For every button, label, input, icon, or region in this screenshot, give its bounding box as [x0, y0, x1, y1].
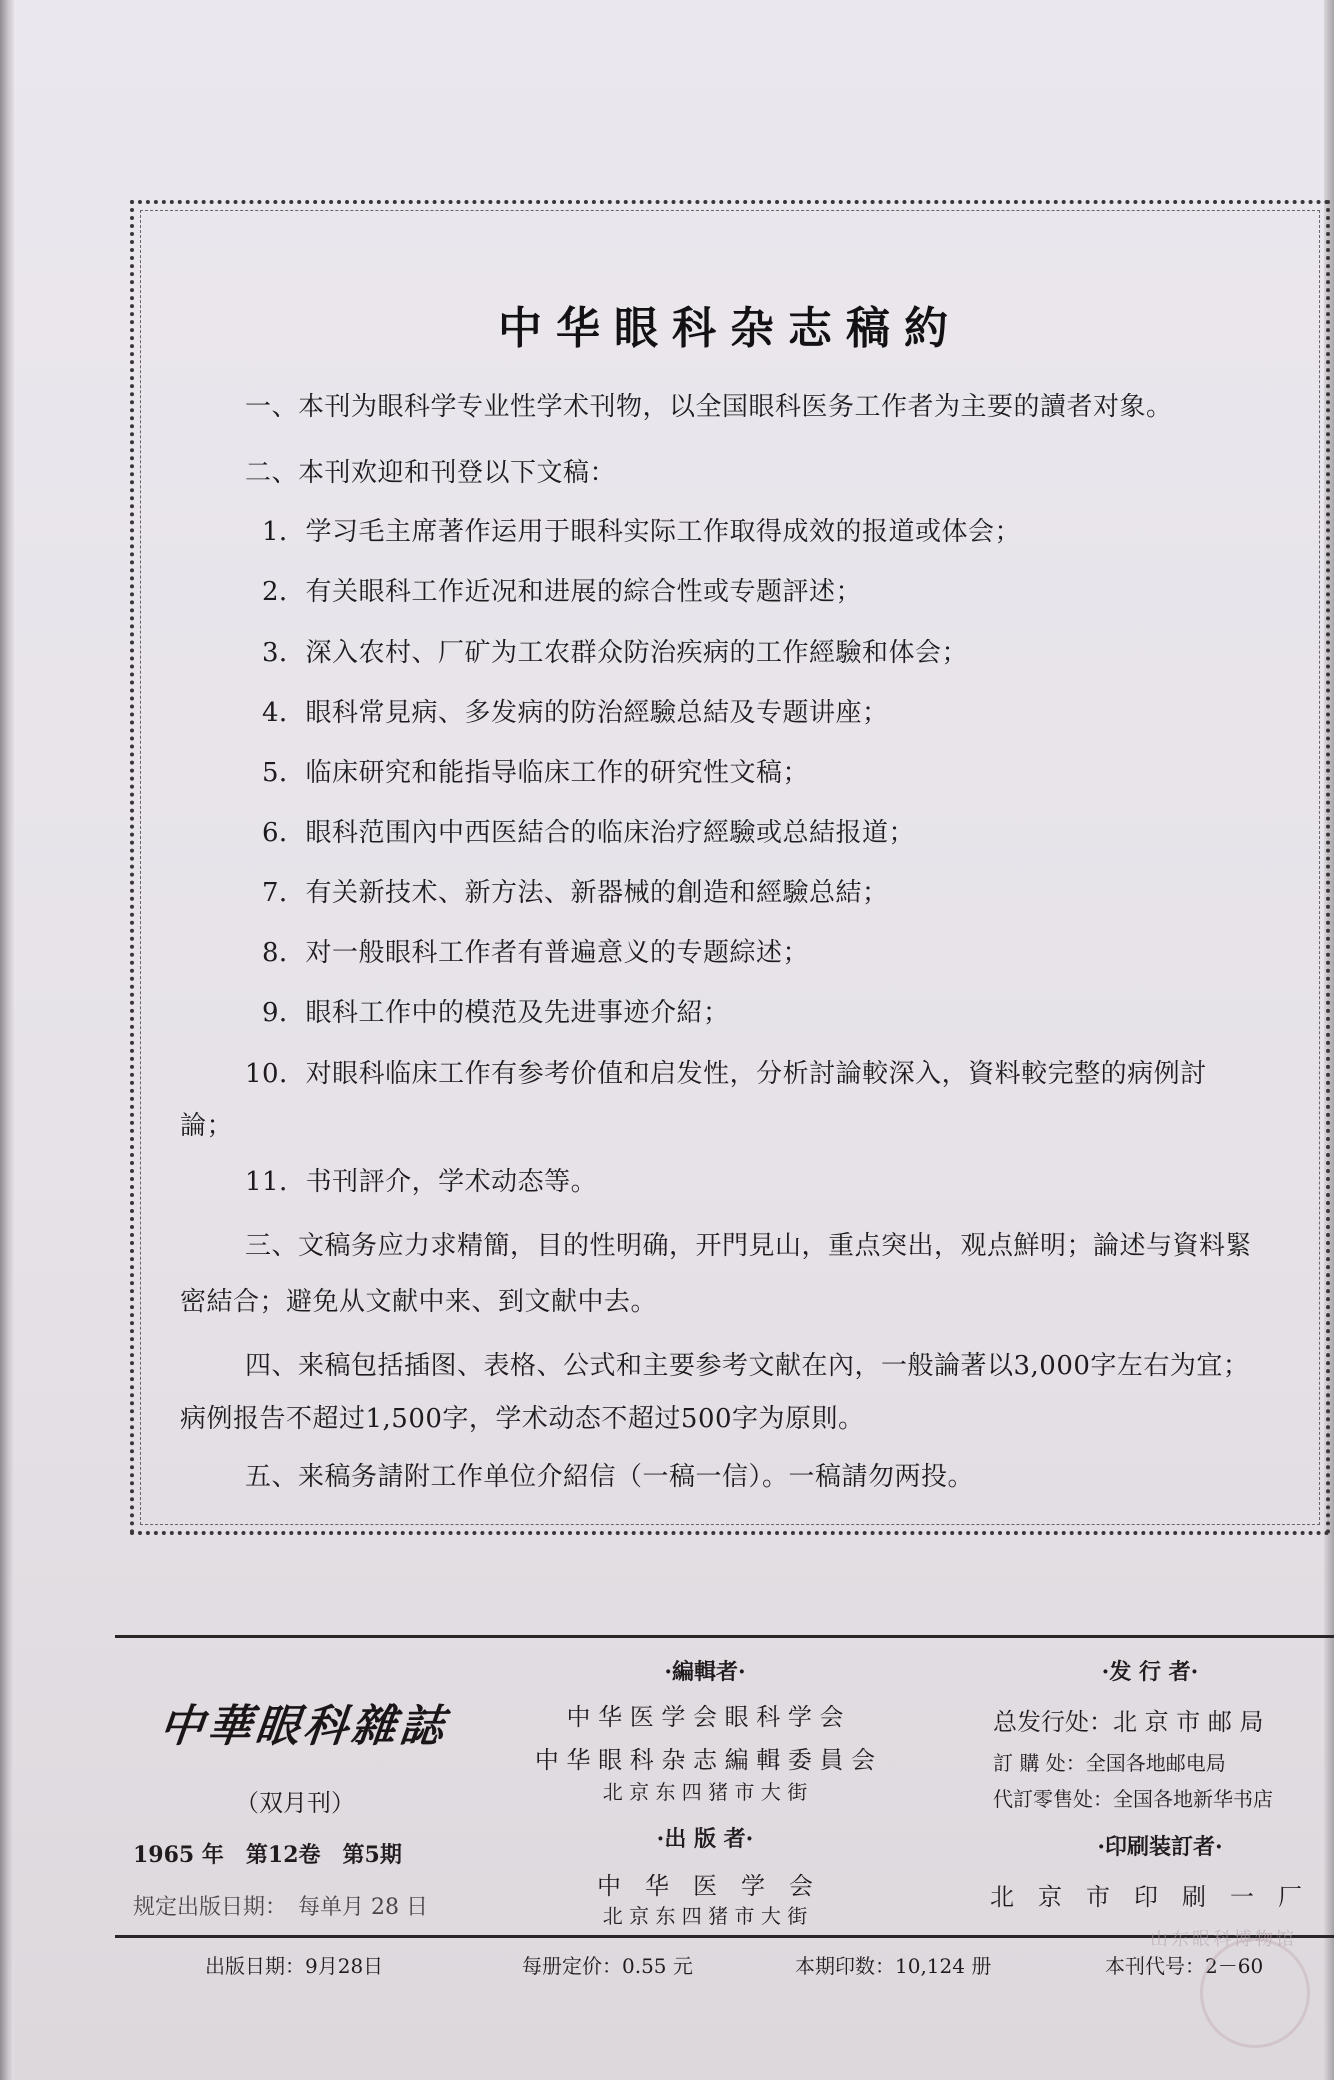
notice-line: 7．有关新技术、新方法、新器械的創造和經驗总結；: [262, 878, 889, 908]
distributor-order: 訂 購 处：全国各地邮电局: [993, 1751, 1226, 1775]
editor-committee: 中 华 眼 科 杂 志 編 輯 委 員 会: [534, 1746, 876, 1774]
notice-line: 2．有关眼科工作近况和进展的綜合性或专题評述；: [262, 577, 863, 607]
distributor-general: 总发行处：北 京 市 邮 局: [993, 1708, 1264, 1736]
editor-heading: ·編輯者·: [664, 1659, 746, 1685]
notice-line: 三、文稿务应力求精簡，目的性明确，开門見山，重点突出，观点鮮明；論述与資料緊: [245, 1231, 1253, 1261]
editor-address: 北 京 东 四 猪 市 大 街: [602, 1780, 808, 1804]
distributor-heading: ·发 行 者·: [1101, 1659, 1199, 1685]
binding-shadow: [0, 0, 14, 2080]
notice-line: 8．对一般眼科工作者有普遍意义的专题綜述；: [262, 938, 810, 968]
editor-society: 中 华 医 学 会 眼 科 学 会: [566, 1703, 844, 1731]
footer-top-rule: [115, 1635, 1334, 1638]
notice-line: 5．临床研究和能指导临床工作的研究性文稿；: [262, 758, 810, 788]
notice-line: 二、本刊欢迎和刊登以下文稿：: [245, 458, 617, 488]
journal-code: 本刊代号：2－60: [1105, 1954, 1264, 1978]
notice-line: 3．深入农村、厂矿为工农群众防治疾病的工作經驗和体会；: [262, 638, 969, 668]
notice-line: 11．书刊評介，学术动态等。: [245, 1167, 598, 1197]
notice-line: 9．眼科工作中的模范及先进事迹介紹；: [262, 998, 730, 1028]
notice-title: 中华眼科杂志稿約: [498, 303, 962, 354]
museum-watermark-text: 山东眼科博物馆: [1150, 1929, 1297, 1950]
journal-name-calligraphy: 中華眼科雜誌: [156, 1701, 451, 1752]
scheduled-date: 规定出版日期： 每单月 28 日: [133, 1895, 428, 1920]
publisher-heading: ·出 版 者·: [656, 1826, 754, 1852]
notice-line: 四、来稿包括插图、表格、公式和主要参考文献在內，一般論著以3,000字左右为宜；: [245, 1351, 1250, 1381]
notice-line: 1．学习毛主席著作运用于眼科实际工作取得成效的报道或体会；: [262, 517, 1022, 547]
publication-date: 出版日期：9月28日: [205, 1954, 384, 1978]
notice-line: 論；: [180, 1111, 234, 1141]
issue-info: 1965 年 第12卷 第5期: [133, 1842, 402, 1868]
notice-line: 病例报告不超过1,500字，学术动态不超过500字为原則。: [180, 1404, 865, 1434]
printer-name: 北 京 市 印 刷 一 厂: [990, 1883, 1302, 1911]
museum-watermark-icon: [1200, 1938, 1310, 2048]
notice-line: 一、本刊为眼科学专业性学术刊物，以全国眼科医务工作者为主要的讀者对象。: [245, 392, 1173, 422]
distributor-retail: 代訂零售处：全国各地新华书店: [993, 1787, 1273, 1811]
notice-line: 6．眼科范围內中西医結合的临床治疗經驗或总結报道；: [262, 818, 916, 848]
frequency: （双月刊）: [235, 1789, 355, 1817]
notice-line: 五、来稿务請附工作单位介紹信（一稿一信）。一稿請勿两投。: [245, 1462, 975, 1492]
notice-line: 密結合；避免从文献中来、到文献中去。: [180, 1287, 658, 1317]
publisher-address: 北 京 东 四 猪 市 大 街: [602, 1904, 808, 1928]
print-run: 本期印数：10,124 册: [795, 1954, 992, 1978]
notice-line: 10．对眼科临床工作有参考价值和启发性，分析討論較深入，資料較完整的病例討: [245, 1059, 1207, 1089]
publisher-name: 中 华 医 学 会: [597, 1872, 813, 1900]
printer-heading: ·印刷装訂者·: [1097, 1834, 1223, 1860]
notice-line: 4．眼科常見病、多发病的防治經驗总結及专题讲座；: [262, 698, 889, 728]
price: 每册定价：0.55 元: [522, 1954, 693, 1978]
